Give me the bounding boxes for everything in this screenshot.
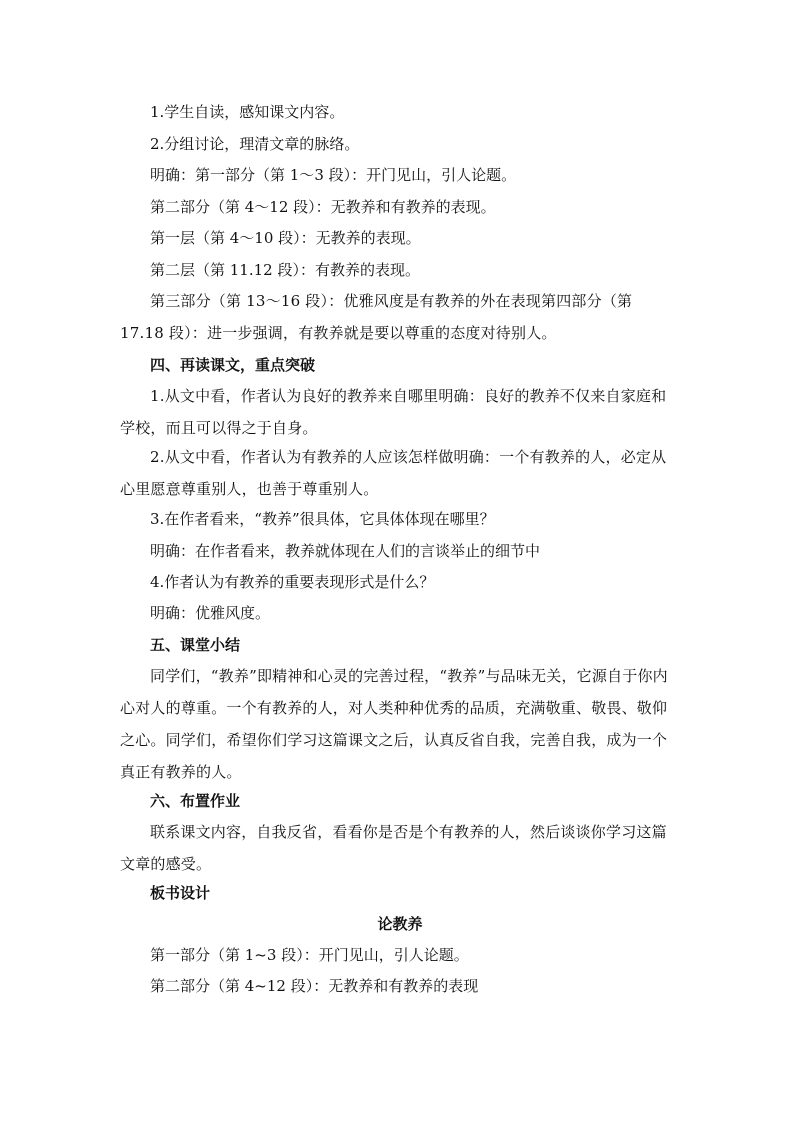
step-self-reading: 1.学生自读，感知课文内容。 <box>150 103 345 121</box>
section-heading-summary: 五、课堂小结 <box>150 636 241 654</box>
question-four-line: 4.作者认为有教养的重要表现形式是什么？ <box>150 573 435 591</box>
answer-three-line: 明确：在作者看来，教养就体现在人们的言谈举止的细节中 <box>150 542 541 560</box>
part-three-four-paragraph: 第三部分（第 13～16 段）：优雅风度是有教养的外在表现第四部分（第 17.18 段）：进一步强调，有教养就是要以尊重的态度对待别人。 <box>120 292 633 342</box>
homework-paragraph: 联系课文内容，自我反省，看看你是否是个有教养的人，然后谈谈你学习这篇文章的感受。 <box>120 823 667 873</box>
layer-two-line: 第二层（第 11.12 段）：有教养的表现。 <box>150 261 420 279</box>
layer-one-line: 第一层（第 4～10 段）：无教养的表现。 <box>150 229 421 247</box>
board-part-two: 第二部分（第 4~12 段）：无教养和有教养的表现 <box>150 977 479 995</box>
board-title: 论教养 <box>377 915 423 933</box>
question-two-paragraph: 2.从文中看，作者认为有教养的人应该怎样做明确：一个有教养的人，必定从心里愿意尊重别人，也善于尊重别人。 <box>120 448 667 498</box>
question-three-line: 3.在作者看来，“教养”很具体，它具体体现在哪里？ <box>150 510 495 528</box>
answer-part-one: 明确：第一部分（第 1～3 段）：开门见山，引人论题。 <box>150 166 517 184</box>
question-one-paragraph: 1.从文中看，作者认为良好的教养来自哪里明确：良好的教养不仅来自家庭和学校，而且可以得之于自身。 <box>120 387 667 437</box>
board-part-one: 第一部分（第 1~3 段）：开门见山，引人论题。 <box>150 946 469 964</box>
section-heading-homework: 六、布置作业 <box>150 792 241 810</box>
step-group-discussion: 2.分组讨论，理清文章的脉络。 <box>150 135 360 153</box>
summary-paragraph: 同学们，“教养”即精神和心灵的完善过程，“教养”与品味无关，它源自于你内心对人的尊重。一个有教养的人，对人类种种优秀的品质，充满敬重、敬畏、敬仰之心。同学们，希望你们学习这篇课文之后，认真反省自我，完善自我，成为一个真正有教养的人。 <box>120 667 668 781</box>
section-heading-reread: 四、再读课文，重点突破 <box>150 356 316 374</box>
answer-four-line: 明确：优雅风度。 <box>150 604 271 622</box>
part-two-line: 第二部分（第 4～12 段）：无教养和有教养的表现。 <box>150 198 496 216</box>
board-design-heading: 板书设计 <box>150 884 211 902</box>
